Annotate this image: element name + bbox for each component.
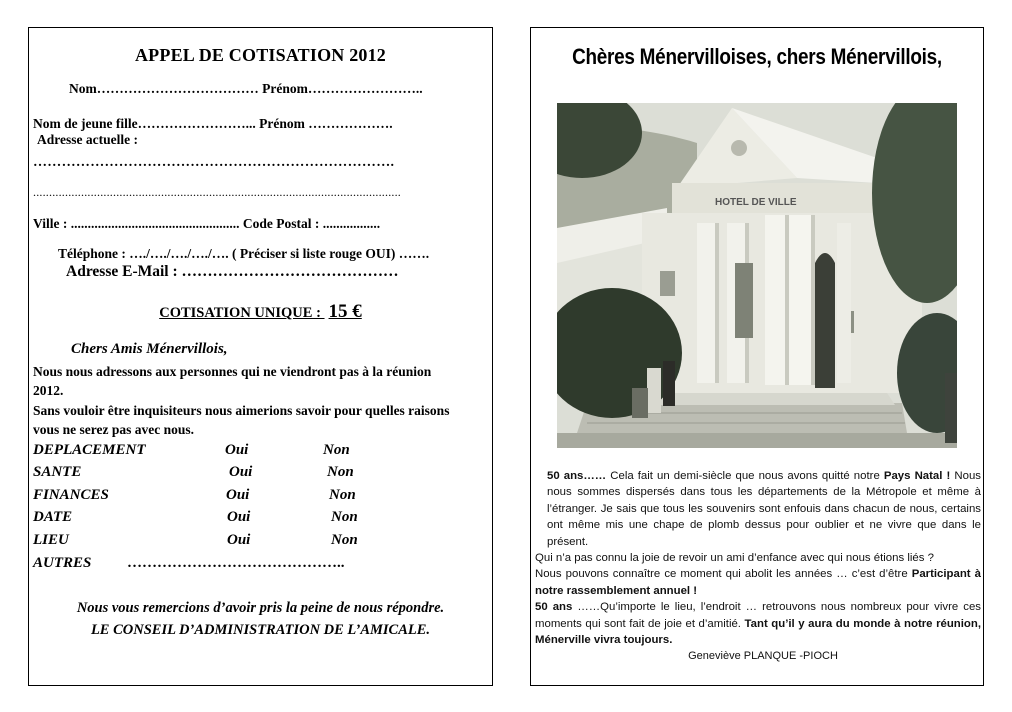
letter-50-ans: 50 ans…… bbox=[547, 470, 607, 482]
paragraph-1-line-2: 2012. bbox=[33, 383, 64, 398]
cotisation-amount-line bbox=[29, 301, 492, 323]
cotisation-form-panel bbox=[28, 27, 493, 686]
closing-signature: LE CONSEIL D’ADMINISTRATION DE L’AMICALE. bbox=[90, 622, 431, 638]
greeting: Chers Amis Ménervillois, bbox=[71, 341, 228, 357]
reason-no-deplacement[interactable]: Non bbox=[323, 442, 350, 458]
letter-title: Chères Ménervilloises, chers Ménervillois, bbox=[572, 44, 942, 69]
reason-yes-date[interactable]: Oui bbox=[227, 509, 251, 525]
reason-no-lieu[interactable]: Non bbox=[331, 532, 358, 548]
letter-pays-natal: Pays Natal ! bbox=[883, 470, 951, 482]
adresse-line-2: ................................................................................................................... bbox=[33, 185, 401, 199]
letter-paragraph-1 bbox=[535, 468, 981, 550]
reason-yes-sante[interactable]: Oui bbox=[229, 464, 253, 480]
reason-yes-finances[interactable]: Oui bbox=[226, 487, 250, 503]
paragraph-1-line-1: Nous nous adressons aux personnes qui ne viendront pas à la réunion bbox=[33, 364, 432, 379]
ville-code-postal-field: Ville : .................................................. Code Postal : ................. bbox=[33, 216, 381, 231]
letter-signature: Geneviève PLANQUE -PIOCH bbox=[688, 650, 838, 663]
reason-no-date[interactable]: Non bbox=[331, 509, 358, 525]
letter-text: Cela fait un demi-siècle que nous avons quitté notre bbox=[606, 470, 884, 482]
paragraph-2-line-1: Sans vouloir être inquisiteurs nous aimerions savoir pour quelles raisons bbox=[33, 403, 450, 418]
letter-rassemblement: Participant à notre rassemblement annuel ! bbox=[535, 568, 981, 597]
cotisation-amount: 15 € bbox=[328, 301, 362, 322]
svg-text:HOTEL DE VILLE: HOTEL DE VILLE bbox=[715, 197, 797, 208]
paragraph-2-line-2: vous ne serez pas avec nous. bbox=[33, 422, 195, 437]
reason-label-finances: FINANCES bbox=[33, 487, 109, 503]
email-field: Adresse E-Mail : …………………………………… bbox=[66, 263, 399, 280]
letter-text: Nous pouvons connaître ce moment qui abolit les années … c’est d’être bbox=[535, 568, 912, 581]
hotel-de-ville-photo-illustration bbox=[557, 103, 957, 448]
letter-panel bbox=[530, 27, 984, 686]
nom-jeune-fille-field: Nom de jeune fille……………………... Prénom ………………. bbox=[33, 116, 393, 131]
letter-paragraph-2: Qui n’a pas connu la joie de revoir un ami d’enfance avec qui nous étions liés ? bbox=[535, 552, 934, 565]
form-title: APPEL DE COTISATION 2012 bbox=[134, 45, 386, 65]
letter-50-ans: 50 ans bbox=[535, 601, 573, 614]
reason-label-sante: SANTE bbox=[33, 464, 82, 480]
reason-no-sante[interactable]: Non bbox=[327, 464, 354, 480]
cotisation-label: COTISATION UNIQUE : bbox=[159, 305, 325, 321]
reason-label-deplacement: DEPLACEMENT bbox=[33, 442, 146, 458]
letter-text: ……Qu’importe le lieu, l’endroit … retrouvons nous nombreux pour vivre ces moments qui sont fait de joie et d’amitié. bbox=[535, 601, 981, 630]
reason-label-lieu: LIEU bbox=[33, 532, 69, 548]
reason-yes-deplacement[interactable]: Oui bbox=[225, 442, 249, 458]
reason-no-finances[interactable]: Non bbox=[329, 487, 356, 503]
autres-field: …………………………………….. bbox=[127, 555, 345, 571]
hotel-de-ville-photo bbox=[557, 103, 957, 448]
reason-yes-lieu[interactable]: Oui bbox=[227, 532, 251, 548]
closing-thanks: Nous vous remercions d’avoir pris la peine de nous répondre. bbox=[76, 600, 445, 616]
letter-body bbox=[535, 468, 981, 665]
letter-conclusion: Tant qu’il y aura du monde à notre réunion, Ménerville vivra toujours. bbox=[535, 617, 981, 647]
adresse-label: Adresse actuelle : bbox=[37, 132, 138, 147]
letter-text: Nous nous sommes dispersés dans tous les départements de la Métropole et même à l’étranger. Je sais que tous les souvenirs sont enfouis dans chacun de nous, certains ont même mis une chape de plomb dessus pour oublier et ne vivre que dans le présent. bbox=[547, 470, 981, 548]
reason-label-date: DATE bbox=[33, 509, 73, 525]
letter-paragraph-4 bbox=[535, 599, 981, 648]
telephone-field: Téléphone : …./…./…./…./…. ( Préciser si liste rouge OUI) ……. bbox=[58, 246, 430, 261]
adresse-line-1: …………………………………………………………………. bbox=[33, 155, 395, 170]
nom-prenom-field: Nom……………………………… Prénom…………………….. bbox=[69, 81, 423, 96]
reason-label-autres: AUTRES bbox=[33, 555, 92, 571]
letter-paragraph-3 bbox=[535, 566, 981, 599]
